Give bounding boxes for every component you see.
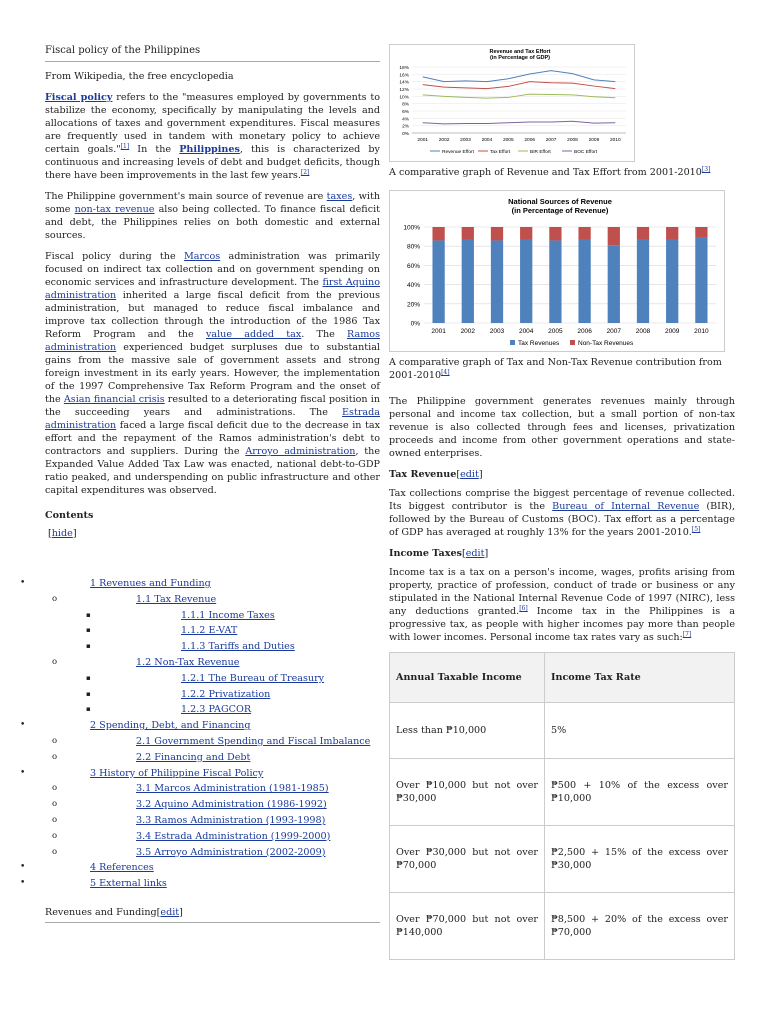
bir-link[interactable]: Bureau of Internal Revenue <box>552 501 700 512</box>
philippines-link[interactable]: Philippines <box>179 144 240 155</box>
table-row <box>390 893 735 960</box>
toc-link[interactable]: 1.1.3 Tariffs and Duties <box>181 641 295 653</box>
toc-bullet: ▪ <box>86 689 91 698</box>
toc-bullet: ▪ <box>86 626 91 635</box>
y-tick-label: 100% <box>403 224 420 232</box>
bar-tax-revenues <box>462 239 474 323</box>
bar-non-tax-revenues <box>432 227 444 240</box>
toc-item[interactable] <box>0 860 380 876</box>
toc-link[interactable]: 3.5 Arroyo Administration (2002-2009) <box>136 846 326 858</box>
toc-bullet: • <box>20 720 26 731</box>
toc-bullet: • <box>20 862 26 873</box>
tax-revenue-heading-text: Tax Revenue <box>389 469 457 480</box>
toc-item[interactable] <box>0 608 380 624</box>
p3-text-4: . The <box>301 329 348 340</box>
toc-link[interactable]: 3.3 Ramos Administration (1993-1998) <box>136 814 326 826</box>
legend-label: Revenue Effort <box>442 150 474 155</box>
table-cell: Less than ₱10,000 <box>390 703 545 759</box>
edit-bracket-close: ] <box>179 907 183 918</box>
x-tick-label: 2009 <box>664 328 680 335</box>
x-tick-label: 2004 <box>518 328 534 335</box>
estrada-link[interactable]: Estrada administration <box>45 407 380 431</box>
bar-tax-revenues <box>637 239 649 323</box>
edit-bracket-open: [ <box>156 907 161 918</box>
revenues-heading <box>45 906 380 923</box>
series-line-revenue-effort <box>423 71 616 82</box>
bar-tax-revenues <box>432 240 444 323</box>
x-tick-label: 2010 <box>609 138 621 143</box>
toc-link[interactable]: 1.2.3 PAGCOR <box>181 704 252 716</box>
toc-link[interactable]: 5 External links <box>90 878 167 890</box>
toc-link[interactable]: 2.1 Government Spending and Fiscal Imbalance <box>136 735 371 747</box>
toc-bullet: ▪ <box>86 673 91 682</box>
p2-text-2: , with some <box>45 191 380 215</box>
legend-label: Non-Tax Revenues <box>578 340 634 347</box>
chart1-caption-text: A comparative graph of Revenue and Tax Effort from 2001-2010 <box>389 167 702 178</box>
bar-tax-revenues <box>695 238 707 323</box>
toc-item[interactable] <box>0 592 380 608</box>
toc-item[interactable] <box>0 813 380 829</box>
history-paragraph <box>45 250 380 497</box>
revenue-intro-paragraph: The Philippine government generates revenues mainly through personal and income tax collection, but a small portion of non-tax revenue is also collected through fees and licenses, privatization proceeds and income from other government operations and state-owned enterprises. <box>389 396 735 459</box>
y-tick-label: 0% <box>402 132 409 137</box>
p2-text-3: also being collected. To finance fiscal deficit and debt, the Philippines relies on both domestic and external sources. <box>45 204 380 241</box>
vat-link[interactable]: value added tax <box>205 329 302 340</box>
ref-7[interactable]: [7] <box>682 630 692 638</box>
table-cell: ₱8,500 + 20% of the excess over ₱70,000 <box>545 893 735 960</box>
toc-bullet: o <box>52 593 58 604</box>
toc-item[interactable] <box>0 829 380 845</box>
bar-non-tax-revenues <box>491 227 503 240</box>
edit-bracket-open: [ <box>456 469 461 480</box>
chart1-caption <box>389 166 735 179</box>
y-tick-label: 16% <box>399 73 409 79</box>
p3-text-2: administration was primarily focused on indirect tax collection and on government spending on economic services and infrastructure development. The <box>45 251 380 288</box>
toc-item[interactable] <box>0 718 380 734</box>
x-tick-label: 2008 <box>567 138 578 143</box>
toc-item[interactable] <box>0 639 380 655</box>
toc-item[interactable] <box>0 655 380 671</box>
toc-link[interactable]: 3 History of Philippine Fiscal Policy <box>90 767 264 779</box>
x-tick-label: 2003 <box>489 328 505 335</box>
x-tick-label: 2002 <box>460 328 476 335</box>
chart-subtitle: (in Percentage of Revenue) <box>511 206 609 215</box>
y-tick-label: 2% <box>402 124 409 130</box>
toc-item[interactable] <box>0 671 380 687</box>
revenue-tax-effort-chart <box>389 44 635 162</box>
p1-text-2: In the <box>129 144 180 155</box>
y-tick-label: 60% <box>406 262 420 270</box>
ref-1[interactable]: [1] <box>120 142 130 150</box>
toc-link[interactable]: 1.2.2 Privatization <box>181 688 271 700</box>
table-cell: Over ₱70,000 but not over ₱140,000 <box>390 893 545 960</box>
legend-label: BIR Effort <box>530 150 551 155</box>
toc-link[interactable]: 1.1.2 E-VAT <box>181 625 238 637</box>
x-tick-label: 2001 <box>431 328 446 335</box>
article-title: Fiscal policy of the Philippines <box>45 44 380 62</box>
series-line-tax-effort <box>423 82 616 89</box>
y-tick-label: 40% <box>406 282 420 290</box>
x-tick-label: 2002 <box>438 138 450 143</box>
edit-bracket-open: [ <box>461 548 466 559</box>
income-tax-table <box>389 652 735 960</box>
toc-bullet: ▪ <box>86 705 91 714</box>
bar-non-tax-revenues <box>695 227 707 238</box>
toc-link[interactable]: 1.2.1 The Bureau of Treasury <box>181 672 325 684</box>
toc-bullet: o <box>52 799 58 810</box>
tax-revenue-edit-link[interactable]: edit <box>460 469 479 480</box>
p3-text-8: , the Expanded Value Added Tax Law was enacted, national debt-to-GDP ratio peaked, and underspending on public infrastructure and other capital expenditures was observed. <box>45 446 381 496</box>
bar-tax-revenues <box>666 239 678 323</box>
income-taxes-text-2: Income tax in the Philippines is a progressive tax, as people with higher incomes pay more than people with lower incomes. Personal income tax rates vary as such: <box>389 606 735 643</box>
table-cell: Over ₱10,000 but not over ₱30,000 <box>390 759 545 826</box>
contents-hide-toggle <box>45 527 380 540</box>
chart-subtitle: (in Percentage of GDP) <box>490 55 550 61</box>
toc-item[interactable] <box>0 576 380 592</box>
income-taxes-heading <box>389 547 735 560</box>
toc-item[interactable] <box>0 702 380 718</box>
p1-text-3: , this is characterized by continuous and increasing levels of debt and budget deficits, though there have been improvements in the last few years. <box>45 144 380 181</box>
revenue-paragraph <box>45 190 380 242</box>
contents-title: Contents <box>45 510 94 521</box>
toc-link[interactable]: 1.2 Non-Tax Revenue <box>136 656 240 668</box>
toc-link[interactable]: 1 Revenues and Funding <box>90 578 211 589</box>
x-tick-label: 2008 <box>635 328 651 335</box>
left-column <box>45 44 380 540</box>
chart2-caption-text: A comparative graph of Tax and Non-Tax Revenue contribution from 2001-2010 <box>389 357 722 381</box>
tax-revenue-text-2: (BIR), followed by the Bureau of Customs (BOC). Tax effort as a percentage of GDP has averaged at roughly 13% for the years 2001-2010. <box>389 501 735 538</box>
bar-tax-revenues <box>491 240 503 323</box>
legend-swatch <box>570 340 575 345</box>
x-tick-label: 2005 <box>548 328 563 335</box>
x-tick-label: 2007 <box>545 138 557 143</box>
table-header-row <box>390 653 735 703</box>
x-tick-label: 2005 <box>502 138 514 143</box>
toc-bullet: o <box>52 735 58 746</box>
ramos-link[interactable]: Ramos administration <box>45 329 380 353</box>
toc-bullet: o <box>52 751 58 762</box>
income-taxes-paragraph <box>389 566 735 644</box>
y-tick-label: 6% <box>402 110 409 115</box>
fiscal-policy-link[interactable]: Fiscal policy <box>45 92 113 103</box>
taxes-link[interactable]: taxes <box>326 191 353 202</box>
p2-text-1: The Philippine government's main source of revenue are <box>45 191 327 202</box>
ref-4[interactable]: [4] <box>441 368 450 376</box>
line-chart-svg <box>390 45 634 161</box>
bar-tax-revenues <box>608 245 620 323</box>
income-taxes-text-1: Income tax is a tax on a person's income, wages, profits arising from property, practice of profession, conduct of trade or business or any stipulated in the National Internal Revenue Code of 1997 (NIRC), less any deductions granted. <box>389 567 735 617</box>
bar-tax-revenues <box>578 239 590 323</box>
toc-link[interactable]: 2 Spending, Debt, and Financing <box>90 720 251 732</box>
bar-non-tax-revenues <box>608 227 620 245</box>
toc-item[interactable] <box>0 687 380 703</box>
toc-link[interactable]: 2.2 Financing and Debt <box>136 751 251 763</box>
revenues-heading-text: Revenues and Funding <box>45 907 157 918</box>
table-row <box>390 826 735 893</box>
table-row <box>390 759 735 826</box>
p3-text-5: experienced budget surpluses due to substantial gains from the massive sale of government assets and strong foreign investment in its early years. However, the implementation of the 1997 Comprehensive Tax Reform Program and the onset of the <box>45 342 380 405</box>
x-tick-label: 2009 <box>588 138 600 143</box>
y-tick-label: 20% <box>406 301 420 309</box>
x-tick-label: 2010 <box>694 328 709 335</box>
tax-revenue-paragraph <box>389 487 735 539</box>
toc-bullet: o <box>52 830 58 841</box>
p3-text-3: inherited a large fiscal deficit from the previous administration, but managed to reduce fiscal imbalance and improve tax collection through the introduction of the 1986 Tax Reform Program and the <box>45 290 380 340</box>
arroyo-link[interactable]: Arroyo administration <box>245 446 356 457</box>
toc-link[interactable]: 1.1.1 Income Taxes <box>181 609 275 621</box>
ref-2[interactable]: [2] <box>300 168 310 176</box>
legend-swatch <box>510 340 515 345</box>
bar-non-tax-revenues <box>666 227 678 239</box>
national-sources-chart <box>389 190 725 352</box>
toc-bullet: o <box>52 656 58 667</box>
first-aquino-link[interactable]: first Aquino administration <box>45 277 381 301</box>
y-tick-label: 80% <box>406 243 420 251</box>
table-cell: ₱2,500 + 15% of the excess over ₱30,000 <box>545 826 735 893</box>
edit-bracket-close: ] <box>478 469 483 480</box>
legend-label: Tax Revenues <box>518 340 560 347</box>
x-tick-label: 2007 <box>606 328 622 335</box>
toc-link[interactable]: 1.1 Tax Revenue <box>136 593 217 605</box>
toc-item[interactable] <box>0 750 380 766</box>
hide-bracket-open: [ <box>48 528 52 539</box>
intro-paragraph <box>45 91 380 182</box>
ref-5[interactable]: [5] <box>691 525 701 533</box>
chart-title: Revenue and Tax Effort <box>489 49 551 55</box>
p3-text-1: Fiscal policy during the <box>45 251 184 262</box>
toc-item[interactable] <box>0 766 380 782</box>
toc-link[interactable]: 3.1 Marcos Administration (1981-1985) <box>136 783 329 795</box>
y-tick-label: 4% <box>402 117 409 123</box>
table-cell: 5% <box>545 703 735 759</box>
legend-label: Tax Effort <box>490 150 511 155</box>
toc-bullet: o <box>52 783 58 794</box>
edit-bracket-close: ] <box>484 548 489 559</box>
marcos-link[interactable]: Marcos <box>183 251 221 262</box>
toc-link[interactable]: 3.2 Aquino Administration (1986-1992) <box>136 799 327 811</box>
bar-non-tax-revenues <box>578 227 590 239</box>
tax-revenue-text-1: Tax collections comprise the biggest percentage of revenue collected. Its biggest contributor is the <box>389 488 735 512</box>
income-taxes-heading-text: Income Taxes <box>389 548 462 559</box>
table-of-contents <box>0 576 380 892</box>
right-column <box>389 44 735 960</box>
p3-text-7: faced a large fiscal deficit due to the decrease in tax effort and the repayment of the Ramos administration's debt to contractors and suppliers. During the <box>45 420 380 457</box>
toc-bullet: o <box>52 846 58 857</box>
toc-bullet: • <box>20 878 26 889</box>
y-tick-label: 14% <box>399 80 409 86</box>
hide-link[interactable]: hide <box>51 528 73 539</box>
bar-non-tax-revenues <box>520 227 532 239</box>
bar-non-tax-revenues <box>462 227 474 239</box>
p1-text-1: refers to the "measures employed by governments to stabilize the economy, specifically by manipulating the levels and allocations of taxes and government expenditures. Fiscal measures are frequently used in tandem with monetary policy to achieve certain goals." <box>45 92 380 155</box>
toc-bullet: ▪ <box>86 642 91 651</box>
bar-tax-revenues <box>520 239 532 323</box>
toc-item[interactable] <box>0 876 380 892</box>
non-tax-revenue-link[interactable]: non-tax revenue <box>74 204 155 215</box>
bar-non-tax-revenues <box>549 227 561 240</box>
p3-text-6: resulted to a deteriorating fiscal position in the succeeding years and administrations. The <box>45 394 381 418</box>
toc-bullet: o <box>52 814 58 825</box>
toc-bullet: ▪ <box>86 610 91 619</box>
toc-item[interactable] <box>0 781 380 797</box>
legend-label: BOC Effort <box>574 150 598 155</box>
table-cell: ₱500 + 10% of the excess over ₱10,000 <box>545 759 735 826</box>
bar-chart-svg <box>390 191 724 351</box>
toc-item[interactable] <box>0 845 380 861</box>
bar-tax-revenues <box>549 240 561 323</box>
y-tick-label: 8% <box>402 102 409 108</box>
ref-6[interactable]: [6] <box>519 604 528 612</box>
header-tax-rate: Income Tax Rate <box>545 653 735 703</box>
x-tick-label: 2001 <box>417 138 429 143</box>
y-tick-label: 18% <box>399 66 409 71</box>
y-tick-label: 0% <box>410 320 420 328</box>
header-annual-income: Annual Taxable Income <box>390 653 545 703</box>
table-cell: Over ₱30,000 but not over ₱70,000 <box>390 826 545 893</box>
toc-link[interactable]: 3.4 Estrada Administration (1999-2000) <box>136 830 331 842</box>
toc-item[interactable] <box>0 734 380 750</box>
x-tick-label: 2006 <box>577 328 592 335</box>
x-tick-label: 2003 <box>460 138 471 143</box>
x-tick-label: 2006 <box>524 138 536 143</box>
bar-non-tax-revenues <box>637 227 649 239</box>
toc-link[interactable]: 4 References <box>90 862 154 874</box>
toc-item[interactable] <box>0 797 380 813</box>
tax-revenue-heading <box>389 468 735 481</box>
ref-3[interactable]: [3] <box>701 165 711 173</box>
chart2-caption <box>389 356 735 382</box>
toc-item[interactable] <box>0 623 380 639</box>
series-line-boc-effort <box>423 121 616 124</box>
article-source: From Wikipedia, the free encyclopedia <box>45 71 234 82</box>
asian-crisis-link[interactable]: Asian financial crisis <box>63 394 165 405</box>
y-tick-label: 12% <box>399 88 409 93</box>
revenues-edit-link[interactable]: edit <box>160 907 180 918</box>
income-taxes-edit-link[interactable]: edit <box>465 548 485 559</box>
toc-bullet: • <box>20 578 26 588</box>
chart-title: National Sources of Revenue <box>508 197 612 206</box>
y-tick-label: 10% <box>399 95 409 101</box>
x-tick-label: 2004 <box>481 138 493 143</box>
toc-bullet: • <box>20 767 26 778</box>
hide-bracket-close: ] <box>72 528 77 539</box>
table-row <box>390 703 735 759</box>
